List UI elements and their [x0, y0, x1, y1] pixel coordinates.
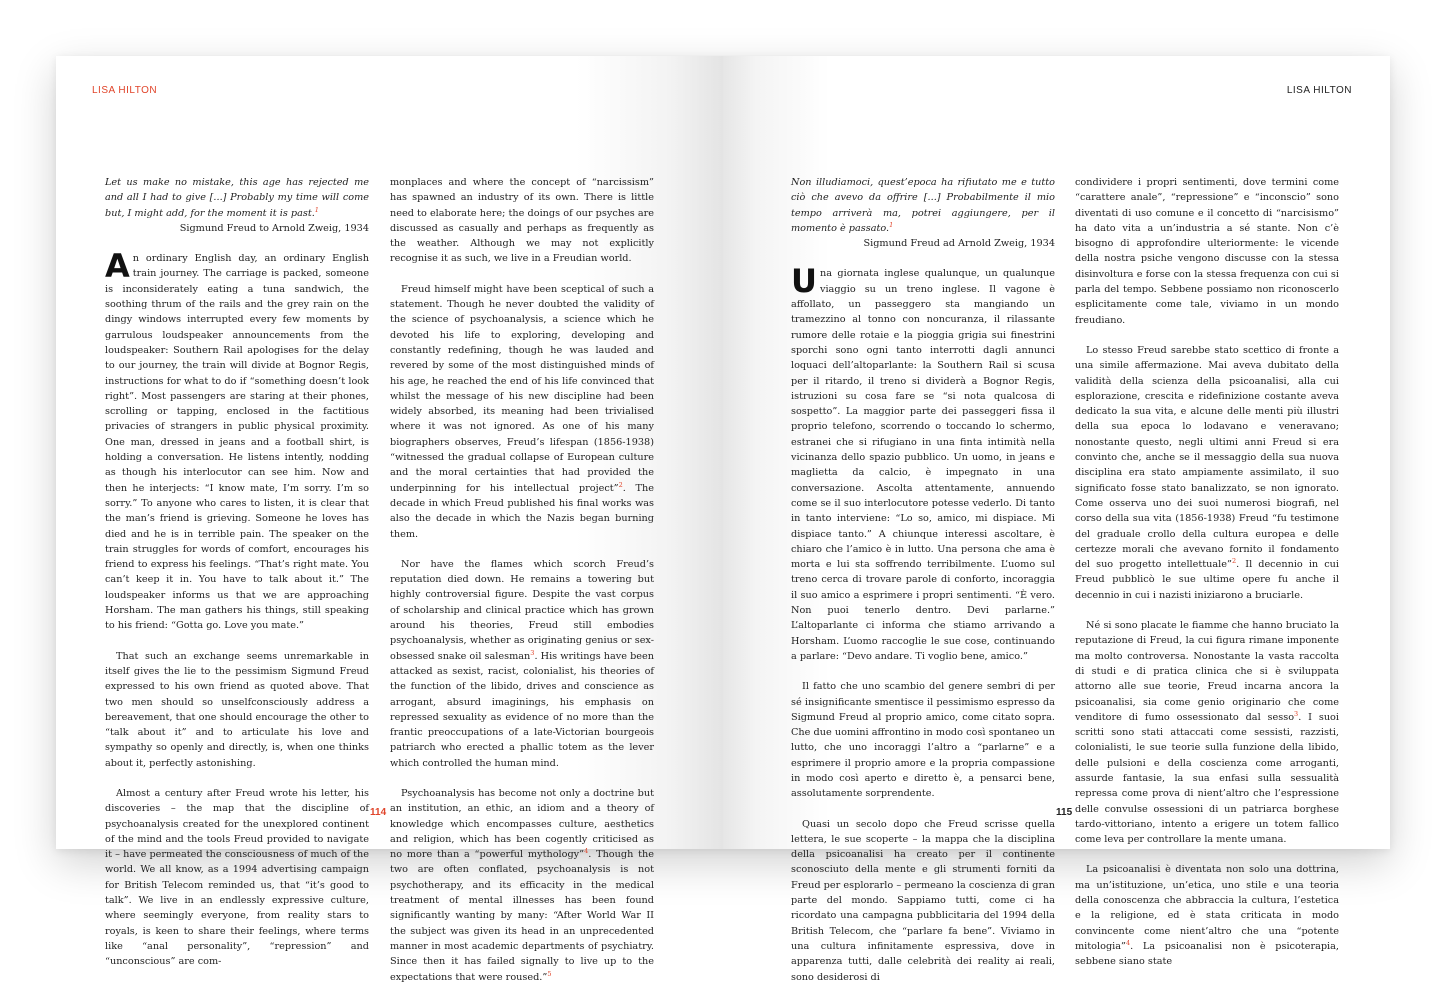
paragraph: Nor have the flames which scorch Freud’s reputation died down. He remains a towering but highly controversial figure. Despite the vast corpus of scholarship and clinical practice which has grown around his theories, Freud still embodies psychoanalysis, whether as originating genius or sex-obsessed snake oil salesman$^3$. His writings have been attacked as sexist, racist, colonialist, his theories of the function of the libido, drives and conscience as arrogant, absurd imaginings, his emphasis on repressed sexuality as evidence of no more than the frantic preoccupations of a late-Victorian bourgeois patriarch who erected a phallic totem as the lever which controlled the human mind. — [390, 558, 654, 769]
paragraph: monplaces and where the concept of “narcissism” has spawned an industry of its own. There is little need to elaborate here; the doings of our psyches are discussed as casually and perhaps as frequently as the weather. Although we may not explicitly recognise it as such, we live in a Freudian world. — [390, 177, 654, 265]
footnote-ref: 5 — [547, 969, 552, 978]
epigraph: Let us make no mistake, this age has rejected me and all I had to give [...] Probably my time will come but, I might add, for the moment it is past.$^1$ — [105, 177, 369, 219]
paragraph: Psychoanalysis has become not only a doctrine but an institution, an ethic, an idiom and a theory of knowledge which encompasses culture, aesthetics and religion, which has been cogently criticised as no more than a “powerful mythology”$^4$. Though the two are often conflated, psychoanalysis is not psychotherapy, and its efficacity in the medical treatment of mental illnesses has been found significantly wanting by many: “After World War II the subject was given its head in an unprecedented manner in most academic departments of psychiatry. Since then it has failed signally to live up to the expectations that were roused.”$^5$ — [390, 787, 654, 983]
paragraph: La psicoanalisi è diventata non solo una dottrina, ma un’istituzione, un’etica, uno stile e una teoria della conoscenza che abbraccia la cultura, l’estetica e la religione, ed è stata criticata in modo convincente come nient’altro che una “potente mitologia”$^4$. La psicoanalisi non è psicoterapia, sebbene siano state — [1075, 864, 1339, 968]
left-page — [56, 56, 723, 983]
epigraph: Non illudiamoci, quest’epoca ha rifiutato me e tutto ciò che avevo da offrire [...] Probabilmente il mio tempo arriverà ma, potrei aggiungere, per il momento è passato.$^1$ — [791, 177, 1055, 234]
page-number: 115 — [1056, 807, 1073, 818]
paragraph: Il fatto che uno scambio del genere sembri di per sé insignificante smentisce il pessimismo espresso da Sigmund Freud al proprio amico, come citato sopra. Che due uomini affrontino in modo così spontaneo un lutto, che uno incoraggi l’altro a “parlarne” e a esprimere il proprio amore e la propria compassione in modo così aperto e diretto è, a pensarci bene, assolutamente sorprendente. — [791, 681, 1055, 800]
right-page — [723, 56, 1390, 983]
footnote-ref: 3 — [1294, 709, 1299, 718]
epigraph-attribution: Sigmund Freud ad Arnold Zweig, 1934 — [863, 238, 1055, 250]
footnote-ref: 4 — [584, 846, 589, 855]
paragraph: Lo stesso Freud sarebbe stato scettico di fronte a una simile affermazione. Mai aveva dubitato della validità della scienza della psicoanalisi, alla cui esplorazione, crescita e ridefinizione costante aveva dedicato la sua vita, e alcune delle menti più illustri della sua epoca lo lodavano e veneravano; nonostante questo, negli ultimi anni Freud si era convinto che, anche se il messaggio della sua nuova disciplina era stato ampiamente assimilato, il suo significato fosse stato banalizzato, se non ignorato. Come osserva uno dei suoi numerosi biografi, nel corso della sua vita (1856-1938) Freud “fu testimone del graduale crollo della cultura europea e delle certezze morali che avevano fornito il fondamento del suo progetto intellettuale”$^2$. Il decennio in cui Freud pubblicò le sue ultime opere fu anche il decennio in cui i nazisti iniziarono a bruciarle. — [1075, 344, 1339, 601]
text-column-2 — [1075, 175, 1339, 970]
running-head: LISA HILTON — [92, 85, 158, 96]
paragraph: Freud himself might have been sceptical of such a statement. Though he never doubted the validity of the science of psychoanalysis, a science which he devoted his life to exploring, developing and constantly redefining, though he was lauded and revered by some of the most distinguished minds of his age, he reached the end of his life convinced that whilst the message of his new discipline had been widely absorbed, its meaning had been trivialised where it was not ignored. As one of his many biographers observes, Freud’s lifespan (1856-1938) “witnessed the gradual collapse of European culture and the moral certainties that had provided the underpinning for his intellectual project”$^2$. The decade in which Freud published his final works was also the decade in which the Nazis began burning them. — [390, 283, 654, 540]
footnote-ref: 3 — [530, 648, 535, 657]
drop-cap: A — [105, 247, 130, 286]
paragraph: Una giornata inglese qualunque, un qualunque viaggio su un treno inglese. Il vagone è affollato, un passeggero sta mangiando un tramezzino al tonno con noncuranza, il rilassante rumore delle rotaie e la pioggia grigia sui finestrini sporchi sono ogni tanto interrotti dagli annunci loquaci dell’altoparlante: la Southern Rail si scusa per il ritardo, il treno si dividerà a Bognor Regis, istruzioni su cosa fare se “si nota qualcosa di sospetto”. La maggior parte dei passeggeri fissa il proprio telefono, scorrendo o toccando lo schermo, estranei che si rifugiano in una finta intimità nella vicinanza dello spazio pubblico. Un uomo, in jeans e maglietta da calcio, è impegnato in una conversazione. Ascolta attentamente, annuendo come se il suo interlocutore potesse vederlo. Di tanto in tanto interviene: “Lo so, amico, mi dispiace. Mi dispiace tanto.” A chiunque interessi ascoltare, è chiaro che l’amico è in lutto. Una persona che ama è morta e lui sta soffrendo terribilmente. L’uomo sul treno cerca di trovare parole di conforto, incoraggia il suo amico a esprimere i propri sentimenti. “È vero. Non puoi tenerlo dentro. Devi parlarne.” L’altoparlante ci informa che stiamo arrivando a Horsham. L’uomo raccoglie le sue cose, continuando a parlare: “Devo andare. Ti voglio bene, amico.” — [791, 262, 1055, 662]
drop-cap: U — [791, 262, 817, 301]
page-number: 114 — [370, 807, 387, 818]
footnote-ref: 2 — [1231, 556, 1237, 565]
paragraph: Né si sono placate le fiamme che hanno bruciato la reputazione di Freud, la cui figura rimane imponente ma molto controversa. Nonostante la vasta raccolta di studi e di pratica clinica che si è sviluppata attorno alle sue teorie, Freud incarna ancora la psicoanalisi, sia come genio originario che come venditore di fumo ossessionato dal sesso$^3$. I suoi scritti sono stati attaccati come sessisti, razzisti, colonialisti, le sue teorie sulla funzione della libido, delle pulsioni e della coscienza come arroganti, assurde fantasie, la sua enfasi sulla sessualità repressa come prova di nient’altro che l’espressione delle convulse ossessioni di un patriarca borghese tardo-vittoriano, intento a erigere un totem fallico come leva per controllare la mente umana. — [1075, 620, 1339, 846]
footnote-ref: 1 — [889, 220, 894, 229]
epigraph-attribution: Sigmund Freud to Arnold Zweig, 1934 — [179, 222, 369, 234]
paragraph: That such an exchange seems unremarkable in itself gives the lie to the pessimism Sigmund Freud expressed to his own friend as quoted above. That two men should so unselfconsciously address a bereavement, that one should encourage the other to “talk about it” and to articulate his love and sympathy so openly and directly, is, when one thinks about it, perfectly astonishing. — [105, 650, 369, 769]
paragraph: Almost a century after Freud wrote his letter, his discoveries – the map that the discipline of psychoanalysis created for the unexplored continent of the mind and the tools Freud provided to navigate it – have permeated the consciousness of much of the world. We all know, as a 1994 advertising campaign for British Telecom reminded us, that “it’s good to talk”. We live in an endlessly expressive culture, where seemingly everyone, from reality stars to royals, is keen to share their feelings, where terms like “anal personality”, “repression” and “unconscious” are com- — [105, 787, 369, 968]
text-column-1 — [791, 175, 1055, 985]
text-column-1 — [105, 175, 369, 970]
paragraph: condividere i propri sentimenti, dove termini come “carattere anale”, “repressione” e “inconscio” sono diventati di uso comune e il concetto di “narcisismo” ha dato vita a un’industria a sé stante. Non c’è bisogno di approfondire ulteriormente: le vicende della nostra psiche vengono discusse con la stessa disinvoltura e forse con la stessa frequenza con cui si parla del tempo. Sebbene possiamo non riconoscerlo esplicitamente come tale, viviamo in un mondo freudiano. — [1075, 177, 1339, 326]
paragraph: Quasi un secolo dopo che Freud scrisse quella lettera, le sue scoperte – la mappa che la disciplina della psicoanalisi ha creato per il continente sconosciuto della mente e gli strumenti forniti da Freud per esplorarlo – permeano la coscienza di gran parte del mondo. Sappiamo tutti, come ci ha ricordato una campagna pubblicitaria del 1994 della British Telecom, che “parlare fa bene”. Viviamo in una cultura infinitamente espressiva, dove in apparenza tutti, dalle celebrità dei reality ai reali, sono desiderosi di — [791, 818, 1055, 983]
footnote-ref: 4 — [1125, 938, 1131, 947]
paragraph: An ordinary English day, an ordinary English train journey. The carriage is packed, someone is inconsiderately eating a tuna sandwich, the soothing thrum of the rails and the grey rain on the dingy windows interrupted every few moments by garrulous loudspeaker announcements from the loudspeaker: Southern Rail apologises for the delay to our journey, the train will divide at Bognor Regis, instructions for what to do if “something doesn’t look right”. Most passengers are staring at their phones, scrolling or tapping, enclosed in the factitious privacies of strangers in public physical proximity. One man, dressed in jeans and a football shirt, is holding a conversation. He listens intently, nodding as though his interlocutor can see him. Now and then he interjects: “I know mate, I’m sorry. I’m so sorry.” To anyone who cares to listen, it is clear that the man’s friend is grieving. Someone he loves has died and he is in terrible pain. The speaker on the train struggles for words of comfort, encourages his friend to express his feelings. “That’s right mate. You can’t keep it in. You have to talk about it.” The loudspeaker informs us that we are approaching Horsham. The man gathers his things, still speaking to his friend: “Gotta go. Love you mate.” — [105, 247, 369, 632]
text-column-2 — [390, 175, 654, 985]
running-head: LISA HILTON — [1286, 85, 1352, 96]
footnote-ref: 2 — [618, 480, 623, 489]
footnote-ref: 1 — [314, 205, 319, 214]
